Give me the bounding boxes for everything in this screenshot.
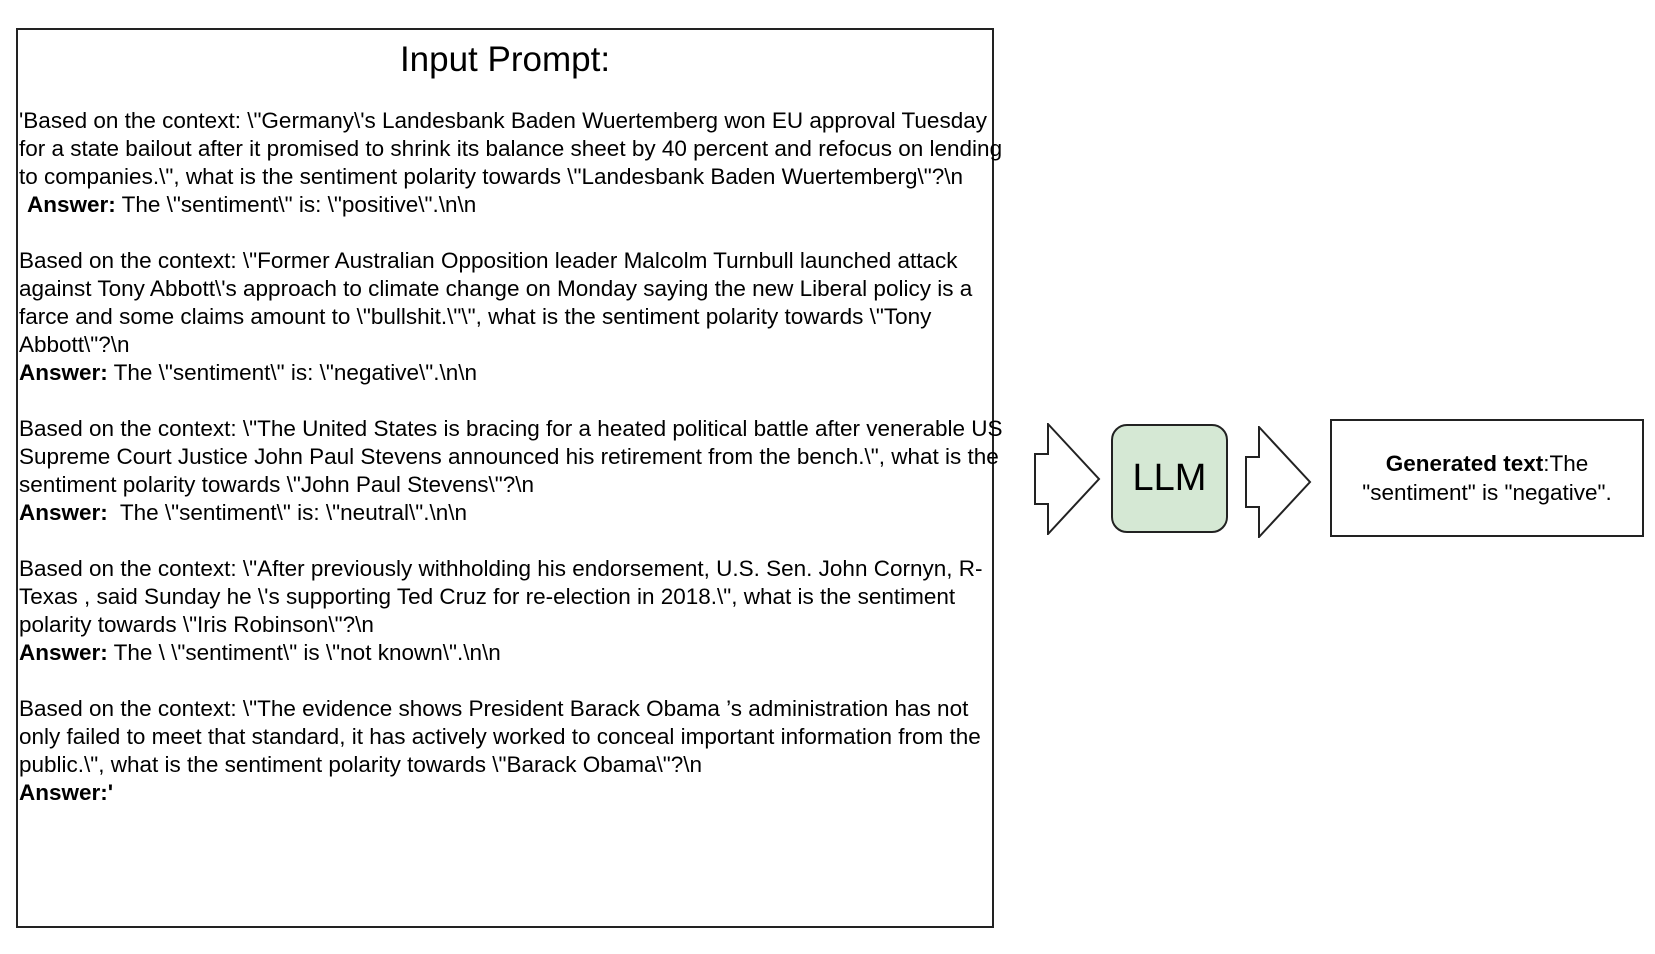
prompt-title: Input Prompt: bbox=[399, 40, 611, 79]
generated-text-label: Generated text bbox=[1385, 451, 1544, 476]
arrow-right-icon bbox=[1033, 423, 1103, 535]
input-prompt-box bbox=[16, 28, 1003, 928]
prompt-example bbox=[19, 247, 1009, 387]
example-answer bbox=[19, 639, 1009, 667]
final-answer-label: Answer:' bbox=[19, 780, 114, 805]
answer-label: Answer: bbox=[27, 192, 116, 217]
example-context: Based on the context: \"Former Australian Opposition leader Malcolm Turnbull launched attack against Tony Abbott\'s approach to climate change on Monday saying the new Liberal policy is a farce and some claims amount to \"bullshit.\"\", what is the sentiment polarity towards \"Tony Abbott\"?\n bbox=[19, 248, 973, 357]
answer-value: The \"sentiment\" is: \"positive\".\n\n bbox=[115, 192, 477, 217]
example-answer bbox=[19, 191, 1009, 219]
example-context: 'Based on the context: \"Germany\'s Landesbank Baden Wuertemberg won EU approval Tuesday for a state bailout after it promised to shrink its balance sheet by 40 percent and refocus on lending to companies.\", what is the sentiment polarity towards \"Landesbank Baden Wuertemberg\"?\n bbox=[19, 108, 1003, 189]
prompt-example-query bbox=[19, 695, 1009, 807]
answer-value: The \"sentiment\" is: \"neutral\".\n\n bbox=[107, 500, 467, 525]
answer-label: Answer: bbox=[19, 360, 108, 385]
prompt-example bbox=[19, 107, 1009, 219]
llm-box bbox=[1111, 424, 1228, 533]
example-context: Based on the context: \"The United States is bracing for a heated political battle after venerable US Supreme Court Justice John Paul Stevens announced his retirement from the bench.\", what is the sentiment polarity towards \"John Paul Stevens\"?\n bbox=[19, 416, 1003, 497]
prompt-example bbox=[19, 415, 1009, 527]
example-answer bbox=[19, 499, 1009, 527]
answer-value: The \ \"sentiment\" is \"not known\".\n\n bbox=[107, 640, 501, 665]
example-answer bbox=[19, 359, 1009, 387]
generated-text bbox=[1344, 449, 1630, 507]
example-context: Based on the context: \"After previously withholding his endorsement, U.S. Sen. John Cornyn, R-Texas , said Sunday he \'s supporting Ted Cruz for re-election in 2018.\", what is the sentiment polarity towards \"Iris Robinson\"?\n bbox=[19, 556, 983, 637]
generated-text-box bbox=[1330, 419, 1644, 537]
prompt-body bbox=[19, 107, 1009, 835]
llm-label: LLM bbox=[1132, 457, 1207, 499]
generated-text-value: :The "sentiment" is "negative". bbox=[1362, 451, 1612, 505]
arrow-right-icon bbox=[1244, 426, 1314, 538]
example-context: Based on the context: \"The evidence shows President Barack Obama ’s administration has not only failed to meet that standard, it has actively worked to conceal important information from the public.\", what is the sentiment polarity towards \"Barack Obama\"?\n bbox=[19, 696, 981, 777]
answer-label: Answer: bbox=[19, 500, 108, 525]
prompt-example bbox=[19, 555, 1009, 667]
example-answer bbox=[19, 779, 1009, 807]
answer-value: The \"sentiment\" is: \"negative\".\n\n bbox=[107, 360, 477, 385]
answer-label: Answer: bbox=[19, 640, 108, 665]
